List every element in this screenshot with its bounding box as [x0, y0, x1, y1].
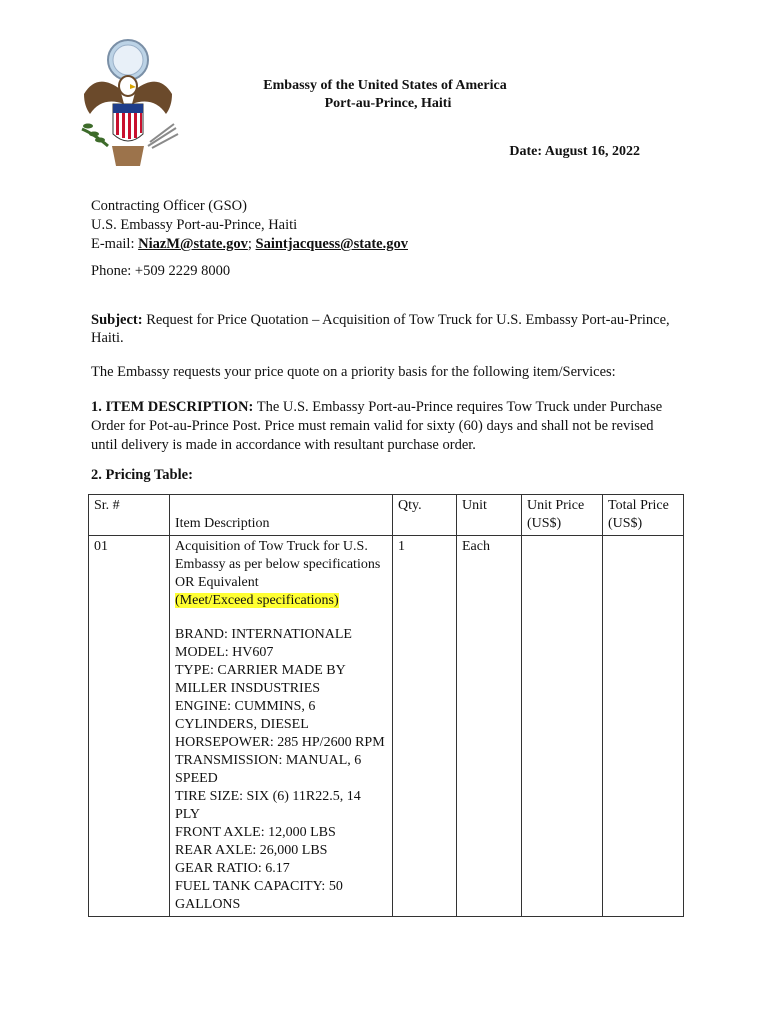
pricing-table — [88, 494, 684, 917]
email-separator: ; — [247, 236, 256, 252]
embassy-location: Port-au-Prince, Haiti — [324, 96, 452, 111]
contact-block — [91, 197, 408, 254]
header-unit: Unit — [457, 495, 522, 536]
row-total-price[interactable] — [603, 536, 684, 917]
row-sr: 01 — [89, 536, 170, 917]
subject-text: Request for Price Quotation – Acquisition of Tow Truck for U.S. Embassy Port-au-Prince, Haiti. — [91, 312, 670, 346]
email-label: E-mail: — [91, 236, 139, 252]
subject-label: Subject: — [91, 312, 143, 328]
item-description-label: 1. ITEM DESCRIPTION: — [91, 399, 254, 415]
document-date: Date: August 16, 2022 — [509, 144, 640, 159]
header-item-description: Item Description — [170, 495, 393, 536]
row-unit: Each — [457, 536, 522, 917]
email-link-niazm[interactable]: NiazM@state.gov — [138, 236, 248, 252]
item-description-paragraph — [91, 398, 676, 455]
phone-line: Phone: +509 2229 8000 — [91, 263, 231, 279]
header-qty: Qty. — [393, 495, 457, 536]
row-specifications: BRAND: INTERNATIONALE MODEL: HV607 TYPE: CARRIER MADE BY MILLER INSDUSTRIES ENGINE: CUMMINS, 6 CYLINDERS, DIESEL HORSEPOWER: 285 HP/2600 RPM TRANSMISSION: MANUAL, 6 SPEED TIRE SIZE: SIX (6) 11R22.5, 14 PLY FRONT AXLE: 12,000 LBS REAR AXLE: 26,000 LBS GEAR RATIO: 6.17 FUEL TANK CAPACITY: 50 GALLONS — [175, 627, 385, 912]
contracting-officer: Contracting Officer (GSO) — [91, 198, 247, 214]
subject-paragraph — [91, 311, 676, 347]
row-desc-main: Acquisition of Tow Truck for U.S. Embassy as per below specifications OR Equivalent — [175, 539, 381, 590]
table-row — [89, 536, 684, 917]
item-description-text: The U.S. Embassy Port-au-Prince requires Tow Truck under Purchase Order for Pot-au-Prince Post. Price must remain valid for sixty (60) days and shall not be revised until delivery is made in accordance with resultant purchase order. — [91, 399, 663, 453]
row-qty: 1 — [393, 536, 457, 917]
header-unit-price: Unit Price (US$) — [522, 495, 603, 536]
pricing-heading-text: 2. Pricing Table: — [91, 467, 193, 483]
header-sr: Sr. # — [89, 495, 170, 536]
header-total-price: Total Price (US$) — [603, 495, 684, 536]
row-unit-price[interactable] — [522, 536, 603, 917]
email-link-saintjacquess[interactable]: Saintjacquess@state.gov — [255, 236, 408, 252]
pricing-heading — [91, 466, 193, 485]
table-header-row — [89, 495, 684, 536]
email-line — [91, 235, 408, 254]
intro-paragraph: The Embassy requests your price quote on a priority basis for the following item/Services: — [91, 364, 616, 380]
row-item-description — [170, 536, 393, 917]
embassy-title: Embassy of the United States of America — [263, 78, 507, 93]
row-desc-highlight: (Meet/Exceed specifications) — [175, 593, 339, 608]
embassy-address: U.S. Embassy Port-au-Prince, Haiti — [91, 217, 298, 233]
